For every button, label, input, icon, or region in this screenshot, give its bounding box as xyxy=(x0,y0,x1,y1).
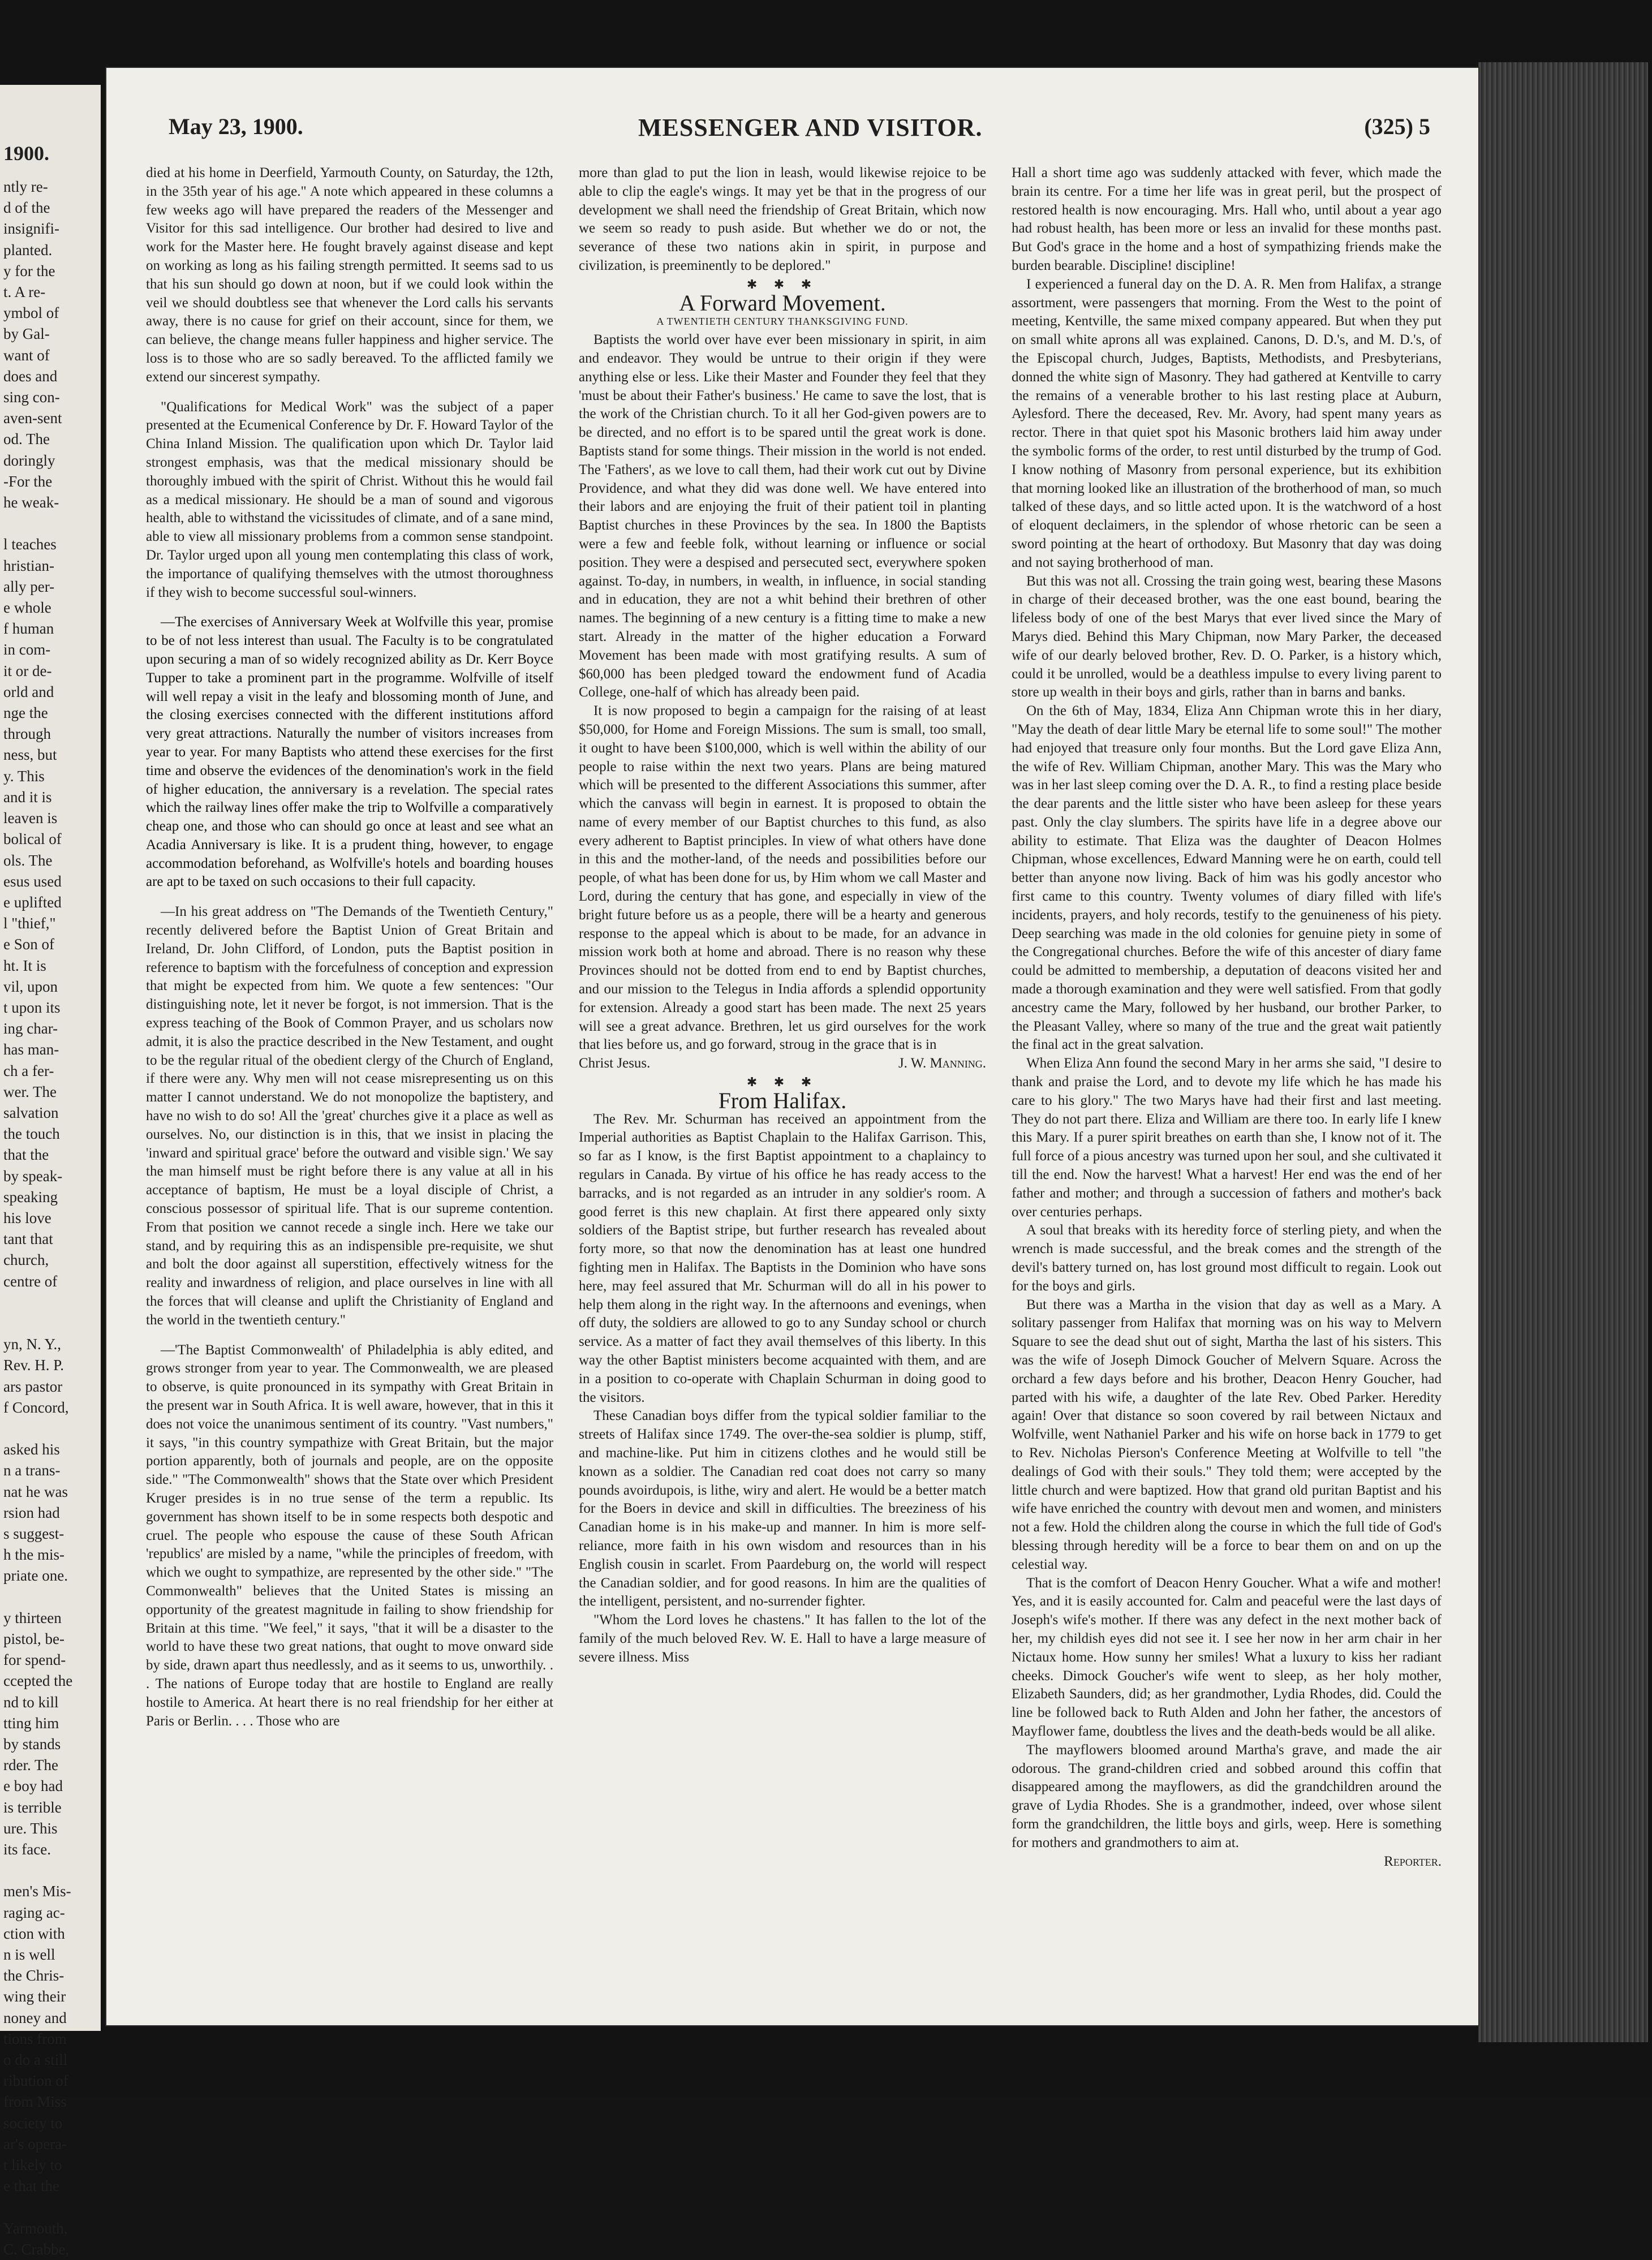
article-paragraph: I experienced a funeral day on the D. A. R. Men from Halifax, a strange assortment, were passengers that morning. From the West to the point of meeting, Kentville, the same mixed company appeared. But when they put on small white aprons all was explained. Canons, D. D.'s, and M. D.'s, of the Episcopal church, Judges, Baptists, Methodists, and Presbyterians, donned the white sign of Masonry. They had gathered at Kentville to carry the remains of a venerable brother to his last resting place at Auburn, Aylesford. There the deceased, Rev. Mr. Avory, had spent many years as rector. There in that quiet spot his Masonic brothers laid him away under the symbolic forms of the order, to rest until disturbed by the trump of God. I know nothing of Masonry from personal experience, but its exhibition that morning looked like an illustration of the brotherhood of man, so much talked of these days, and so little acted upon. It is the watchword of a host of eloquent declaimers, in the splendor of whose rhetoric can be seen a sword pointing at the heart of orthodoxy. But Masonry that day was doing and not saying brotherhood of man. xyxy=(1012,276,1442,570)
left-page-line: in com- xyxy=(3,641,51,658)
left-page-line: insignifi- xyxy=(3,220,59,238)
left-page-line: ure. This xyxy=(3,1819,58,1837)
left-page-line: ars pastor xyxy=(3,1377,63,1395)
left-page-line: society to xyxy=(3,2114,63,2132)
left-page-text xyxy=(0,177,101,2260)
left-page-line: ccepted the xyxy=(3,1672,73,1690)
newspaper-title: MESSENGER AND VISITOR. xyxy=(638,114,983,141)
left-page-line: od. The xyxy=(3,431,50,448)
left-page-line: his love xyxy=(3,1209,51,1226)
article-paragraph: The Rev. Mr. Schurman has received an appointment from the Imperial authorities as Baptist Chaplain to the Halifax Garrison. This, so far as I know, is the first Baptist appointment to a chaplaincy to regulars in Canada. By virtue of his office he has ready access to the barracks, and is not regarded as an intruder in any soldier's room. A good ferret is this new chaplain. At first there appeared only sixty soldiers of the Baptist stripe, but further research has revealed about forty more, so that now the denomination has at least one hundred fighting men in Halifax. The Baptists in the Dominion who have sons here, may feel assured that Mr. Schurman will do all in his power to help them along in the right way. In the afternoons and evenings, when off duty, the soldiers are allowed to go to any Sunday school or church service. As a matter of fact they avail themselves of this liberty. In this way the other Baptist ministers become acquainted with them, and are in a position to co-operate with Chaplain Schurman in doing good to the visitors. xyxy=(579,1111,986,1405)
left-page-line: ness, but xyxy=(3,746,57,764)
left-page-line xyxy=(0,1587,101,1608)
left-page-line: tant that xyxy=(3,1230,53,1248)
left-page-line: priate one. xyxy=(3,1567,68,1585)
masthead xyxy=(169,113,1430,147)
left-page-line: yn, N. Y., xyxy=(3,1336,62,1353)
left-page-line: C. Crabbe, xyxy=(3,2240,70,2258)
left-page-line: e uplifted xyxy=(3,893,62,911)
left-page-line: l "thief," xyxy=(3,915,56,932)
left-page-line: ar's opera- xyxy=(3,2135,67,2153)
column-3 xyxy=(1012,164,1442,1969)
book-edge xyxy=(1478,62,1648,2042)
left-page-line: its face. xyxy=(3,1841,51,1858)
left-page-line: the touch xyxy=(3,1125,60,1143)
left-page-year: 1900. xyxy=(3,142,49,165)
article-paragraph: A soul that breaks with its heredity force of sterling piety, and when the wrench is made successful, and the break comes and the strength of the devil's battery turned on, has lost ground most difficult to regain. Look out for the boys and girls. xyxy=(1012,1222,1442,1294)
signature-line xyxy=(579,1054,986,1073)
article-paragraph: —In his great address on "The Demands of the Twentieth Century," recently delivered before the Baptist Union of Great Britain and Ireland, Dr. John Clifford, of London, puts the Baptist position in reference to baptism with the forcefulness of conception and expression that might be expected from him. We quote a few sentences: "Our distinguishing note, let it never be forgot, is not immersion. That is the express teaching of the Book of Common Prayer, and us scholars now admit, it is also the practice described in the New Testament, and ought to be the regular ritual of the obedient clergy of the Church of England, if there were any. Why men will not cease misrepresenting us on this matter I cannot understand. We do not monopolize the baptistery, and have no wish to do so! All the 'great' churches give it a place as well as ourselves. No, our distinction is in this, that we insist in placing the 'inward and spiritual grace' before the outward and visible sign.' We say the man himself must be right before there is any value at all in his acceptance of baptism, He must be a loyal disciple of Christ, a conscious possessor of spiritual life. That is our supreme contention. From that position we cannot recede a single inch. Here we take our stand, and by requiring this as an indispensible pre-requisite, we shut and bolt the door against all superstition, effectively witness for the reality and inwardness of religion, and place ourselves in line with all the forces that will cleanse and uplift the Christianity of England and the world in the twentieth century." xyxy=(146,904,553,1328)
left-page-line: bolical of xyxy=(3,830,62,848)
left-page-line: wer. The xyxy=(3,1083,57,1100)
article-paragraph: died at his home in Deerfield, Yarmouth County, on Saturday, the 12th, in the 35th year of his age." A note which appeared in these columns a few weeks ago will have prepared the readers of the Messenger and Visitor for this sad intelligence. Our brother had desired to live and work for the Master here. He fought bravely against disease and kept on working as long as his failing strength permitted. It seems sad to us that his sun should go down at noon, but if we could look within the veil we should doubtless see that whenever the Lord calls his servants away, there is no cause for grief on their account, since for them, we can believe, the change means fuller happiness and higher service. The loss is to those who are so sadly bereaved. To the afflicted family we extend our sincerest sympathy. xyxy=(146,165,553,385)
left-page-line: noney and xyxy=(3,2009,67,2026)
left-page-line: s suggest- xyxy=(3,1525,64,1542)
left-page-line: ntly re- xyxy=(3,178,48,195)
left-page-line: -For the xyxy=(3,472,53,490)
article-paragraph: "Qualifications for Medical Work" was the subject of a paper presented at the Ecumenical Conference by Dr. F. Howard Taylor of the China Inland Mission. The qualification upon which Dr. Taylor laid strongest emphasis, was that the medical missionary should be thoroughly imbued with the spirit of Christ. Without this he would fail as a medical missionary. He should be a man of sound and vigorous health, able to withstand the vicissitudes of climate, and of a sane mind, able to view all missionary problems from a common sense standpoint. Dr. Taylor urged upon all young men contemplating this class of work, the importance of qualifying themselves with the utmost thoroughness if they wish to become successful soul-winners. xyxy=(146,399,553,600)
left-page-line: by Gal- xyxy=(3,325,50,343)
left-page-line: centre of xyxy=(3,1272,58,1290)
article-paragraph: But there was a Martha in the vision that day as well as a Mary. A solitary passenger from Halifax that morning was on his way to Melvern Square to see the dead shut out of sight, Martha the last of his sisters. This was the wife of Joseph Dimock Goucher of Melvern Square. Across the orchard a few days before and his brother, Deacon Henry Goucher, had parted with his wife, a daughter of the late Rev. Obed Parker. Heredity again! Over that distance so soon covered by rail between Nictaux and Wolfville, went Nathaniel Parker and his wife on horse back in 1779 to get to Rev. Nicholas Pierson's Conference Meeting at Wolfville to tell "the dealings of God with their souls." They told them; were accepted by the little church and were baptized. How that grand old puritan Baptist and his wife have enriched the country with devout men and women, and ministers not a few. Hold the children along the course in which the full tide of God's blessing through heredity will be a force to bear them on and on up the celestial way. xyxy=(1012,1297,1442,1572)
left-page-line: ing char- xyxy=(3,1020,58,1038)
left-page-line: e that the xyxy=(3,2177,59,2195)
left-page-line: orld and xyxy=(3,683,54,700)
left-page-line: Rev. H. P. xyxy=(3,1357,64,1374)
left-page-line: for spend- xyxy=(3,1651,66,1669)
left-page-line: n is well xyxy=(3,1946,55,1964)
left-page-line: d of the xyxy=(3,199,50,217)
left-page-line: sing con- xyxy=(3,389,60,406)
left-page-line: is terrible xyxy=(3,1798,62,1816)
headline-from-halifax: From Halifax. xyxy=(718,1087,847,1113)
article-paragraph: "Whom the Lord loves he chastens." It has fallen to the lot of the family of the much beloved Rev. W. E. Hall to have a large measure of severe illness. Miss xyxy=(579,1612,986,1665)
left-page-line: l teaches xyxy=(3,536,57,553)
left-page-line: salvation xyxy=(3,1104,59,1121)
left-page-fragment xyxy=(0,85,101,2258)
left-page-line: e whole xyxy=(3,599,51,617)
article-paragraph: Baptists the world over have ever been missionary in spirit, in aim and endeavor. They would be untrue to their origin if they were anything else or less. Like their Master and Founder they feel that they 'must be about their Father's business.' He came to save the lost, that is the work of the Christian church. To it all her God-given powers are to be directed, and no effort is to be spared until the great work is done. Baptists stand for some things. Their mission in the world is not ended. The 'Fathers', as we love to call them, had their work cut out by Divine Providence, and what they did was done well. We have entered into their labors and are enjoying the fruit of their patient toil in planting Baptist churches in these Provinces by the sea. In 1800 the Baptists were a few and feeble folk, without learning or influence or social position. They were a despised and persecuted sect, everywhere spoken against. To-day, in numbers, in wealth, in influence, in social standing and in education, they are not a whit behind their brethren of other names. The beginning of a new century is a fitting time to make a new start. Already in the matter of the higher education a Forward Movement has been made with most gratifying results. A sum of $60,000 has been pledged toward the endowment fund of Acadia College, one-half of which has already been paid. xyxy=(579,332,986,700)
left-page-line: aven-sent xyxy=(3,410,62,427)
left-page-line: wing their xyxy=(3,1988,66,2005)
article-paragraph: But this was not all. Crossing the train going west, bearing these Masons in charge of their deceased brother, was the one east bound, bearing the lifeless body of one of the best Marys that ever lived since the Mary of Marys died. Behind this Mary Chipman, now Mary Parker, the deceased wife of our dearly beloved brother, Rev. D. O. Parker, is a history which, could it be unrolled, would be a deathless impulse to every living parent to store up wealth in their boys and girls, rather than in barns and banks. xyxy=(1012,573,1442,700)
left-page-line: planted. xyxy=(3,241,53,259)
article-paragraph: more than glad to put the lion in leash, would likewise rejoice to be able to clip the eagle's wings. It may yet be that in the progress of our development we shall need the friendship of Great Britain, which now we seem so ready to push aside. But whether we do or not, the severance of these two nations akin in spirit, in purpose and civilization, is preeminently to be deplored." xyxy=(579,165,986,273)
article-paragraph: On the 6th of May, 1834, Eliza Ann Chipman wrote this in her diary, "May the death of dear little Mary be eternal life to some soul!" The mother had enjoyed that treasure only four months. But the Lord gave Eliza Ann, the wife of Rev. William Chipman, another Mary. This was the Mary who was in her last sleep coming over the D. A. R., to find a resting place beside the dear parents and the little sister who have been asleep for these years past. Only the clay slumbers. The spirits have life in a degree above our ability to estimate. That Eliza was the daughter of Deacon Holmes Chipman, whose excellences, Edward Manning were he on earth, could tell better than anyone now living. Back of him was his godly ancestor who first came to this country. Twenty volumes of diary filled with life's incidents, prayers, and holy records, testify to the genuineness of his piety. Deep searching was made in the old colonies for genuine piety in some of the Congregational churches. Before the wife of this ancester of diary fame could be admitted to membership, a deputation of deacons visited her and made a thorough examination and they were well satisfied. From that godly ancestry came the Mary, followed by her husband, our brother Parker, to the Pleasant Valley, where so many of the true and the great wait patiently the final act in the great salvation. xyxy=(1012,703,1442,1053)
left-page-line: the Chris- xyxy=(3,1967,64,1985)
left-page-line: raging ac- xyxy=(3,1904,65,1921)
left-page-line: tions from xyxy=(3,2030,67,2047)
left-page-line: t upon its xyxy=(3,998,61,1016)
left-page-line: ymbol of xyxy=(3,304,59,322)
article-paragraph: —'The Baptist Commonwealth' of Philadelphia is ably edited, and grows stronger from year to year. The Commonwealth, we are pleased to observe, is quite pronounced in its sympathy with Great Britain in the present war in South Africa. It is well aware, however, that in this it does not voice the unanimous sentiment of its country. "Vast numbers," it says, "in this country sympathize with Great Britain, but the major portion apparently, both of journals and people, are on the opposite side." "The Commonwealth" shows that the State over which President Kruger presides is in no true sense of the term a republic. Its government has shown itself to be in some respects both despotic and cruel. The people who espouse the cause of these South African 'republics' are misled by a name, "while the principles of freedom, with which we ought to sympathize, are represented by the other side." "The Commonwealth" believes that the United States is missing an opportunity of the greatest magnitude in failing to show friendship for Britain at this time. "We feel," it says, "that it will be a disaster to the world to have these two great nations, that ought to move onward side by side, drawn apart thus needlessly, and as it seems to us, unworthily. . . The nations of Europe today that are hostile to England are really hostile to America. At heart there is no real friendship for her either at Paris or Berlin. . . . Those who are xyxy=(146,1342,553,1729)
left-page-line: t likely to xyxy=(3,2156,62,2174)
article-paragraph: The mayflowers bloomed around Martha's grave, and made the air odorous. The grand-children cried and sobbed around this coffin that disappeared among the mayflowers, as did the grandchildren around the grave of Lydia Rhodes. She is a grandmother, indeed, over whose silent form the grandchildren, the little boys and girls, weep. Here is something for mothers and grandmothers to aim at. xyxy=(1012,1742,1442,1850)
left-page-line: f Concord, xyxy=(3,1398,69,1416)
left-page-line: church, xyxy=(3,1251,49,1269)
left-page-line: by speak- xyxy=(3,1167,63,1185)
left-page-line: n a trans- xyxy=(3,1462,61,1479)
left-page-line: ch a fer- xyxy=(3,1062,54,1079)
left-page-line: t. A re- xyxy=(3,283,46,301)
left-page-line: f human xyxy=(3,620,54,638)
left-page-line: y for the xyxy=(3,262,55,279)
left-page-line xyxy=(0,513,101,534)
left-page-line: nge the xyxy=(3,704,48,722)
left-page-line: h the mis- xyxy=(3,1546,64,1564)
signature: Reporter. xyxy=(1384,1853,1442,1869)
left-page-line: want of xyxy=(3,346,50,364)
left-page-line: ols. The xyxy=(3,851,53,869)
left-page-line: y. This xyxy=(3,767,45,785)
left-page-line: o do a still xyxy=(3,2051,68,2069)
left-page-line: tting him xyxy=(3,1714,59,1732)
article-paragraph: That is the comfort of Deacon Henry Goucher. What a wife and mother! Yes, and it is easily accounted for. Calm and peaceful were the last days of Joseph's wife's mother. If there was any defect in the next mother back of her, my childish eyes did not see it. I see her now in her arm chair in her Nictaux home. How sunny her smiles! What a luxury to kiss her radiant cheeks. Dimock Goucher's wife went to sleep, as her holy mother, Elizabeth Saunders, did; as her grandmother, Lydia Rhodes, did. Could the line be followed back to Ruth Alden and John her father, the ancestors of Mayflower fame, doubtless the lives and the death-beds would be all alike. xyxy=(1012,1575,1442,1739)
left-page-line: and it is xyxy=(3,788,52,806)
left-page-line: hristian- xyxy=(3,557,54,574)
closing-text: Christ Jesus. xyxy=(579,1056,651,1071)
left-page-line xyxy=(0,2197,101,2218)
page-number: (325) 5 xyxy=(1364,114,1430,139)
left-page-line: ht. It is xyxy=(3,957,46,974)
left-page-line xyxy=(0,1292,101,1313)
article-paragraph: These Canadian boys differ from the typical soldier familiar to the streets of Halifax since 1749. The over-the-sea soldier is plump, stiff, and machine-like. Put him in citizens clothes and he would still be known as a soldier. The Canadian red coat does not carry so many pounds avoirdupois, is lithe, wiry and alert. He would be a better match for the Boers in device and skill in difficulties. The breeziness of his Canadian home is in his make-up and manner. In him is more self-reliance, more faith in his own wisdom and resources than in his English cousin in scarlet. From Paardeburg on, the world will respect the Canadian soldier, and for good reasons. In him are the qualities of the intelligent, persistent, and no-surrender fighter. xyxy=(579,1408,986,1609)
left-page-line: from Miss xyxy=(3,2093,67,2111)
article-paragraph: When Eliza Ann found the second Mary in her arms she said, "I desire to thank and praise the Lord, and to devote my life which he has made his care to his glory." The two Marys have had their first and last meeting. They do not part there. Eliza and William are there too. In early life I knew this Mary. If a purer spirit breathes on earth than she, I know not of it. The full force of a pious ancestry was turned upon her soul, and she cultivated it till the end. Now the harvest! What a harvest! Her end was the end of her father and mother; and through a succession of fathers and mother's back over centuries perhaps. xyxy=(1012,1056,1442,1220)
issue-date: May 23, 1900. xyxy=(169,114,303,139)
left-page-line xyxy=(0,1418,101,1439)
article-paragraph: Hall a short time ago was suddenly attacked with fever, which made the brain its centre. For a time her life was in great peril, but the prospect of restored health is now encouraging. Mrs. Hall who, until about a year ago had robust health, has been more or less an invalid for these months past. But God's grace in the home and a host of sympathizing friends make the burden bearable. Discipline! discipline! xyxy=(1012,165,1442,273)
left-page-line: through xyxy=(3,725,51,743)
left-page-line: esus used xyxy=(3,872,62,890)
left-page-line xyxy=(0,1313,101,1334)
left-page-line: by stands xyxy=(3,1736,61,1753)
left-page-line: leaven is xyxy=(3,810,58,827)
left-page-line xyxy=(0,1860,101,1881)
column-1 xyxy=(146,164,553,1969)
article-paragraph: —The exercises of Anniversary Week at Wolfville this year, promise to be of not less interest than usual. The Faculty is to be congratulated upon securing a man of so widely recognized ability as Dr. Kerr Boyce Tupper to take a prominent part in the programme. Wolfville of itself will well repay a visit in the leafy and blossoming month of June, and the closing exercises connected with the different institutions afford very great attractions. Naturally the number of visitors increases from year to year. For many Baptists who attend these exercises for the first time and observe the evidences of the denomination's work in the field of higher education, the anniversary is a revelation. The special rates which the railway lines offer make the trip to Wolfville a comparatively cheap one, and those who can should go once at least and see what an Acadia Anniversary is like. It is a prudent thing, however, to engage accommodation beforehand, as Wolfville's hotels and boarding houses are apt to be taxed on such occasions to their full capacity. xyxy=(146,614,553,890)
newspaper-page xyxy=(106,68,1478,2025)
left-page-line: nat he was xyxy=(3,1483,68,1500)
left-page-line: Yarmouth, xyxy=(3,2219,68,2237)
left-page-line: does and xyxy=(3,367,58,385)
section-divider: ✱ ✱ ✱ xyxy=(746,277,819,291)
article-paragraph: It is now proposed to begin a campaign for the raising of at least $50,000, for Home and Foreign Missions. The sum is small, too small, it ought to have been $100,000, which is well within the ability of our people to raise within the next two years. Plans are being matured which will be presented to the different Associations this summer, after which the canvass will begin in earnest. It is proposed to obtain the name of every member of our Baptist churches to this fund, as also every adherent to Baptist principles. In view of what others have done in this and the mother-land, of the needs and possibilities before our people, of what has been done for us, by Him whom we call Master and Lord, during the century that has gone, and especially in view of the bright future before us as a people, there will be a hearty and generous response to the appeal which is about to be made, for an advance in mission work both at home and abroad. There is no reason why these Provinces should not be dotted from end to end by Baptist churches, and our mission to the Telegus in India affords a splendid opportunity for extension. Already a good start has been made. The next 25 years will see a great advance. Brethren, let us gird ourselves for the work that lies before us, and go forward, stroug in the grace that is in xyxy=(579,703,986,1053)
left-page-line: y thirteen xyxy=(3,1609,62,1626)
left-page-line: e Son of xyxy=(3,936,54,953)
signature: J. W. Manning. xyxy=(898,1056,986,1071)
left-page-line: ribution of xyxy=(3,2072,68,2090)
left-page-line: that the xyxy=(3,1146,49,1164)
section-divider: ✱ ✱ ✱ xyxy=(746,1075,819,1090)
left-page-line: has man- xyxy=(3,1041,59,1058)
left-page-line: it or de- xyxy=(3,662,52,679)
left-page-line: nd to kill xyxy=(3,1693,59,1711)
left-page-line: e boy had xyxy=(3,1777,63,1795)
left-page-line: vil, upon xyxy=(3,978,58,995)
column-2 xyxy=(579,164,986,1969)
left-page-line: ally per- xyxy=(3,578,55,595)
left-page-line: men's Mis- xyxy=(3,1883,71,1900)
left-page-line: rsion had xyxy=(3,1504,60,1521)
subheadline: A TWENTIETH CENTURY THANKSGIVING FUND. xyxy=(656,316,909,328)
left-page-line: rder. The xyxy=(3,1757,58,1774)
left-page-line: speaking xyxy=(3,1188,58,1206)
left-page-line: asked his xyxy=(3,1441,60,1458)
left-page-line: he weak- xyxy=(3,494,59,511)
left-page-line: pistol, be- xyxy=(3,1630,64,1648)
left-page-line: ction with xyxy=(3,1925,65,1942)
headline-forward-movement: A Forward Movement. xyxy=(679,290,886,316)
left-page-line: doringly xyxy=(3,451,55,469)
